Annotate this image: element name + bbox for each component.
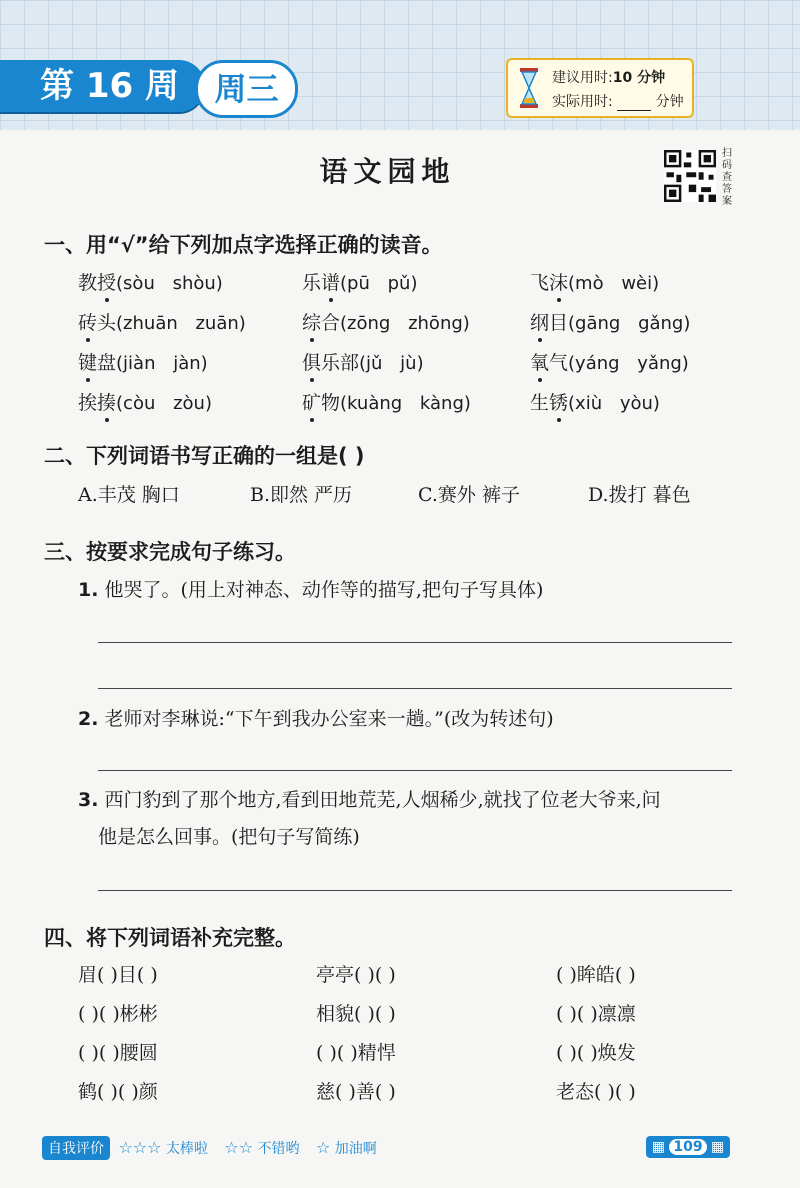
question-3-text: 西门豹到了那个地方,看到田地荒芜,人烟稀少,就找了位老大爷来,问 <box>104 789 661 811</box>
timer-box <box>506 58 694 118</box>
answer-line[interactable] <box>98 770 732 771</box>
dotted-char: 综 <box>302 308 321 335</box>
pinyin-item[interactable] <box>78 348 208 375</box>
day-tab: 周三 <box>195 60 298 118</box>
star-icon[interactable]: ☆ <box>315 1138 331 1157</box>
star-icon[interactable]: ☆☆☆ <box>118 1138 162 1157</box>
page-number: 109 <box>669 1139 706 1155</box>
pinyin-options: (jǔ jù) <box>359 353 424 374</box>
pinyin-item[interactable] <box>530 388 660 415</box>
question-3 <box>78 785 661 812</box>
pinyin-item[interactable] <box>78 388 212 415</box>
word-suffix: 气 <box>549 352 569 374</box>
dotted-char: 矿 <box>302 388 321 415</box>
dotted-char: 键 <box>78 348 97 375</box>
actual-unit: 分钟 <box>655 94 684 110</box>
question-2-number: 2. <box>78 708 99 730</box>
question-1-number: 1. <box>78 579 99 601</box>
word-suffix: 合 <box>321 312 341 334</box>
pinyin-options: (xiù yòu) <box>568 393 660 414</box>
pinyin-item[interactable] <box>302 348 424 375</box>
pinyin-item[interactable] <box>302 268 417 295</box>
pinyin-row <box>78 308 738 348</box>
question-2-text: 老师对李琳说:“下午到我办公室来一趟。”(改为转述句) <box>104 708 554 730</box>
pinyin-item[interactable] <box>302 308 470 335</box>
question-3-continued: 他是怎么回事。(把句子写简练) <box>98 826 360 848</box>
word-prefix: 教 <box>78 272 98 294</box>
pinyin-row <box>78 388 738 428</box>
pinyin-options: (yáng yǎng) <box>568 353 689 374</box>
idiom-blank[interactable]: ( )( )彬彬 <box>78 1003 158 1025</box>
pinyin-options: (pū pǔ) <box>340 273 418 294</box>
answer-line[interactable] <box>98 890 732 891</box>
word-prefix: 飞 <box>530 272 550 294</box>
idiom-blank[interactable]: 亭亭( )( ) <box>316 964 396 986</box>
pinyin-item[interactable] <box>530 268 659 295</box>
dotted-char: 氧 <box>530 348 549 375</box>
dotted-char: 揍 <box>97 388 116 415</box>
word-suffix: 盘 <box>97 352 117 374</box>
actual-label: 实际用时: <box>552 94 613 110</box>
section-two-title: 二、下列词语书写正确的一组是( ) <box>44 444 365 468</box>
idiom-blank[interactable]: ( )眸皓( ) <box>556 964 636 986</box>
qr-code-icon[interactable] <box>664 150 716 202</box>
answer-line[interactable] <box>98 688 732 689</box>
pinyin-grid <box>78 268 738 428</box>
question-1 <box>78 575 543 602</box>
idiom-blank[interactable]: 眉( )目( ) <box>78 964 158 986</box>
pinyin-row <box>78 348 738 388</box>
idiom-blank[interactable]: 老态( )( ) <box>556 1081 636 1103</box>
option-c[interactable]: C.赛外 裤子 <box>418 484 520 506</box>
grade-good: 不错哟 <box>257 1141 300 1157</box>
idiom-blank[interactable]: 鹤( )( )颜 <box>78 1081 158 1103</box>
scan-label: 扫码查答案 <box>722 148 732 207</box>
idiom-row <box>78 999 738 1038</box>
pinyin-options: (jiàn jàn) <box>116 353 208 374</box>
idiom-blank[interactable]: 相貌( )( ) <box>316 1003 396 1025</box>
idiom-grid <box>78 960 738 1116</box>
idiom-row <box>78 1038 738 1077</box>
self-evaluation <box>42 1136 389 1160</box>
grade-excellent: 太棒啦 <box>165 1141 208 1157</box>
eval-label: 自我评价 <box>42 1136 110 1160</box>
question-3-number: 3. <box>78 789 99 811</box>
question-1-text: 他哭了。(用上对神态、动作等的描写,把句子写具体) <box>104 579 544 601</box>
idiom-blank[interactable]: ( )( )凛凛 <box>556 1003 636 1025</box>
suggest-time <box>552 67 665 87</box>
dotted-char: 授 <box>97 268 116 295</box>
pinyin-row <box>78 268 738 308</box>
dotted-char: 沫 <box>549 268 568 295</box>
word-prefix: 生 <box>530 392 550 414</box>
word-suffix: 物 <box>321 392 341 414</box>
pinyin-options: (zhuān zuān) <box>116 313 246 334</box>
word-suffix: 目 <box>549 312 569 334</box>
idiom-blank[interactable]: ( )( )焕发 <box>556 1042 636 1064</box>
word-prefix: 乐 <box>302 272 322 294</box>
hourglass-icon <box>518 68 540 108</box>
pinyin-options: (sòu shòu) <box>116 273 223 294</box>
week-tab: 第 16 周 <box>0 60 205 112</box>
pinyin-item[interactable] <box>530 348 689 375</box>
section-one-title: 一、用“√”给下列加点字选择正确的读音。 <box>44 233 443 257</box>
idiom-row <box>78 960 738 999</box>
idiom-blank[interactable]: ( )( )腰圆 <box>78 1042 158 1064</box>
dotted-char: 谱 <box>321 268 340 295</box>
option-b[interactable]: B.即然 严历 <box>250 484 353 506</box>
idiom-blank[interactable]: ( )( )精悍 <box>316 1042 396 1064</box>
pinyin-item[interactable] <box>530 308 690 335</box>
page-number-badge: ▦ 109 ▦ <box>646 1136 730 1158</box>
idiom-row <box>78 1077 738 1116</box>
dotted-char: 锈 <box>549 388 568 415</box>
section-three-title: 三、按要求完成句子练习。 <box>44 540 296 564</box>
section-four-title: 四、将下列词语补充完整。 <box>44 926 296 950</box>
page-title: 语文园地 <box>319 155 456 188</box>
pinyin-item[interactable] <box>302 388 471 415</box>
pinyin-options: (zōng zhōng) <box>340 313 470 334</box>
question-2 <box>78 704 554 731</box>
star-icon[interactable]: ☆☆ <box>224 1138 254 1157</box>
pinyin-options: (còu zòu) <box>116 393 212 414</box>
suggest-label: 建议用时: <box>552 70 613 86</box>
dotted-char: 纲 <box>530 308 549 335</box>
option-a[interactable]: A.丰茂 胸口 <box>78 484 180 506</box>
pinyin-options: (mò wèi) <box>568 273 660 294</box>
dotted-char: 俱 <box>302 348 321 375</box>
pinyin-options: (kuàng kàng) <box>340 393 471 414</box>
actual-time <box>552 91 684 111</box>
option-d[interactable]: D.拨打 暮色 <box>588 484 691 506</box>
pinyin-item[interactable] <box>78 268 223 295</box>
suggest-value: 10 分钟 <box>612 70 666 86</box>
answer-line[interactable] <box>98 642 732 643</box>
pinyin-options: (gāng gǎng) <box>568 313 691 334</box>
word-prefix: 挨 <box>78 392 98 414</box>
word-suffix: 乐部 <box>321 352 360 374</box>
grade-keep-going: 加油啊 <box>334 1141 377 1157</box>
word-suffix: 头 <box>97 312 117 334</box>
pinyin-item[interactable] <box>78 308 246 335</box>
idiom-blank[interactable]: 慈( )善( ) <box>316 1081 396 1103</box>
actual-time-blank[interactable] <box>617 96 651 111</box>
dotted-char: 砖 <box>78 308 97 335</box>
